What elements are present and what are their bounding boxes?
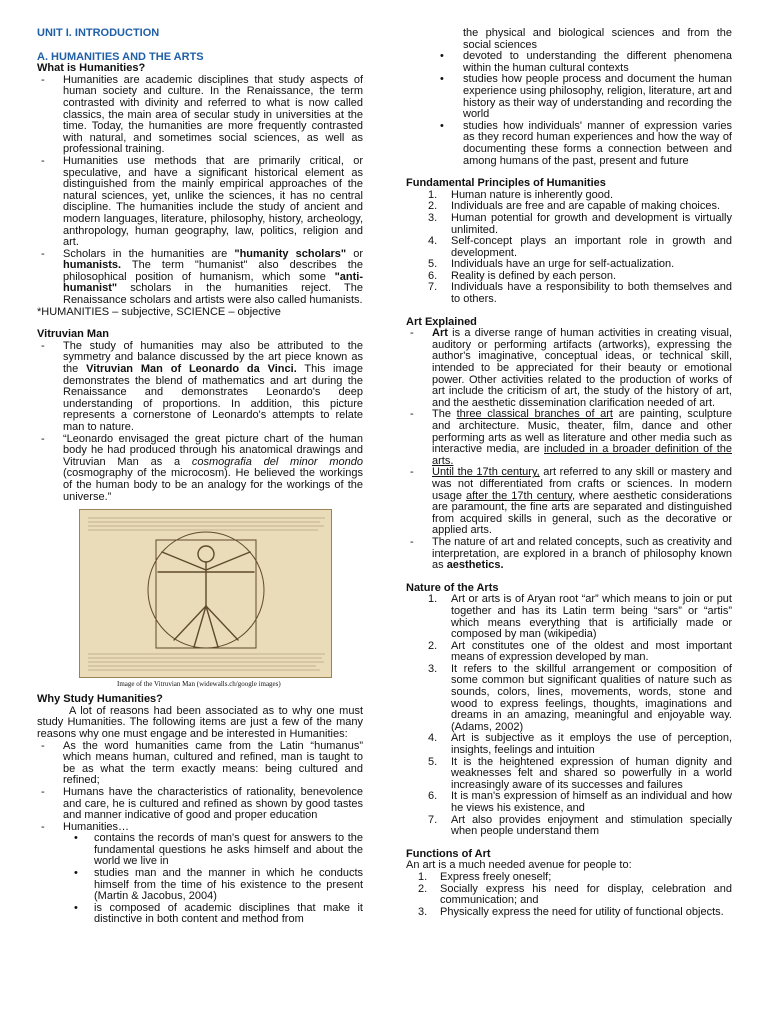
item-number: 2.: [428, 200, 438, 213]
list-item: [406, 282, 732, 305]
humanities-note: *HUMANITIES – subjective, SCIENCE – objective: [37, 305, 281, 318]
text: (cosmography of the microcosm). He believed the workings of the human body to be an analogy for the workings of the universe.”: [63, 467, 363, 503]
item-number: 3.: [428, 662, 438, 675]
text: “Leonardo envisaged the great picture chart of the human body he had produced through his anatomical drawings and Vitruvian Man as a: [63, 432, 363, 468]
text: Express freely oneself;: [440, 870, 552, 883]
list-item: • is composed of academic disciplines that make it distinctive in both content and method from: [37, 903, 363, 926]
right-column: [406, 28, 732, 918]
item-number: 2.: [428, 639, 438, 652]
list-item: [406, 815, 732, 838]
list-item: [37, 249, 363, 307]
bold-term: aesthetics.: [446, 559, 504, 572]
list-item: [406, 907, 732, 919]
list-item: [406, 641, 732, 664]
list-item: [406, 791, 732, 814]
underlined-term: included in a broader definition of the arts.: [432, 443, 733, 467]
bold-term: humanists.: [63, 259, 122, 272]
item-number: 5.: [428, 258, 438, 271]
underlined-term: three classical branches of art: [456, 408, 613, 421]
continued-text: the physical and biological sciences and from the social sciences: [463, 27, 732, 51]
bold-term: "humanity scholars": [234, 247, 347, 260]
item-number: 1.: [428, 593, 438, 606]
text: It is the heightened expression of human dignity and weaknesses felt and shared so powerfully in a world increasingly aware of its successes and failures: [451, 755, 732, 791]
art-explained-heading: Art Explained: [406, 315, 477, 328]
item-number: 7.: [428, 813, 438, 826]
text: is a diverse range of human activities in creating visual, auditory or performing artifacts (artworks), expressing the author's imaginative, conceptual ideas, or technical skill, intended to be appreciated for their beauty or emotional power. Other activities related to the production of works of art include the criticism of art, the study of the history of art, and the aesthetic dissemination clarification needed of art.: [432, 327, 732, 409]
list-item: [406, 884, 732, 907]
text: Human nature is inherently good.: [451, 188, 614, 201]
text: or: [346, 247, 363, 260]
list-item: • studies man and the manner in which he conducts himself from the time of his existence to the present (Martin & Jacobus, 2004): [37, 868, 363, 903]
list-item: • devoted to understanding the different phenomena within the human cultural contexts: [406, 51, 732, 74]
text: scholars in the humanities reject. The Renaissance scholars and artists were also called humanists.: [63, 282, 363, 307]
list-item: [406, 594, 732, 640]
list-item: • studies how people process and document the human experience using philosophy, religion, literature, art and history as their way of understanding and recording the world: [406, 74, 732, 120]
list-item: - As the word humanities came from the Latin “humanus” which means human, cultured and refined, man is taught to be as what the term exactly means: being cultured and refined;: [37, 741, 363, 787]
left-column: [37, 28, 363, 926]
item-number: 2.: [418, 882, 428, 895]
list-item: [37, 434, 363, 504]
list-item: - Humanities are academic disciplines that study aspects of human society and culture. In the Renaissance, the term contrasted with divinity and referred to what is now called classics, the main area of secular study in universities at the time. Today, the humanities are more frequently contrasted with natural, and sometimes social sciences, as well as professional training.: [37, 75, 363, 156]
text: Individuals have an urge for self-actualization.: [451, 258, 675, 271]
why-heading: Why Study Humanities?: [37, 693, 163, 706]
item-number: 4.: [428, 235, 438, 248]
vitruvian-heading: Vitruvian Man: [37, 328, 109, 341]
text: Individuals are free and are capable of making choices.: [451, 200, 721, 213]
item-number: 3.: [428, 211, 438, 224]
list-item: [406, 757, 732, 792]
text: Art is subjective as it employs the use of perception, insights, feelings and intuition: [451, 732, 732, 757]
principles-heading: Fundamental Principles of Humanities: [406, 177, 606, 190]
item-number: 1.: [428, 188, 438, 201]
image-caption: Image of the Vitruvian Man (widewalls.ch/google images): [117, 680, 281, 689]
underlined-term: Until the 17th century,: [432, 466, 540, 479]
what-is-heading: What is Humanities?: [37, 62, 146, 75]
vitruvian-man-image: [79, 509, 332, 678]
list-item: [406, 328, 732, 409]
text: Reality is defined by each person.: [451, 269, 617, 282]
nature-heading: Nature of the Arts: [406, 581, 499, 594]
underlined-term: after the 17th century,: [465, 489, 576, 502]
item-number: 1.: [418, 870, 428, 883]
list-item: [406, 733, 732, 756]
text: Scholars in the humanities are: [63, 247, 235, 260]
item-number: 6.: [428, 790, 438, 803]
text: The study of humanities may also be attributed to the symmetry and balance discussed by the art piece known as the: [63, 339, 363, 376]
section-a-title: A. HUMANITIES AND THE ARTS: [37, 50, 204, 63]
text: The term "humanist" also describes the philosophical position of humanism, which some: [63, 259, 363, 283]
list-item: [406, 537, 732, 572]
text: Individuals have a responsibility to both themselves and to others.: [451, 281, 732, 306]
text: where aesthetic considerations are paramount, the fine arts are separated and distinguished from acquired skills in general, such as the decorative or applied arts.: [432, 489, 732, 537]
list-item: • studies how individuals' manner of expression varies as they record human experiences and how the way of documenting these forms a connection between and among humans of the past, present and future: [406, 121, 732, 167]
text: Self-concept plays an important role in growth and development.: [451, 235, 732, 259]
text: Art or arts is of Aryan root “ar” which means to join or put together and has its Latin term being “sars” or “artis” which means everything that is artificially made or composed by man (wikipedia): [451, 593, 732, 641]
text: Socially express his need for display, celebration and communication; and: [440, 882, 732, 907]
text: Physically express the need for utility of functional objects.: [440, 905, 724, 918]
list-item: • contains the records of man's quest for answers to the fundamental questions he asks himself and about the world we live in: [37, 833, 363, 868]
text: It refers to the skillful arrangement or composition of some common but significant qualities of nature such as sounds, colors, lines, movements, words, stone and wood to express feelings, thoughts, imaginations and dreams in an amazing, meaningful and enjoyable way. (Adams, 2002): [451, 662, 732, 733]
item-number: 5.: [428, 755, 438, 768]
italic-term: cosmografia del minor mondo: [191, 455, 363, 468]
item-number: 6.: [428, 269, 438, 282]
list-item: [406, 236, 732, 259]
why-intro: A lot of reasons had been associated as to why one must study Humanities. The following items are just a few of the many reasons why one must engage and be interested in Humanities:: [37, 704, 363, 740]
text: The nature of art and related concepts, such as creativity and interpretation, are explored in a branch of philosophy known as: [432, 535, 732, 572]
unit-title: UNIT I. INTRODUCTION: [37, 27, 160, 39]
text: This image demonstrates the blend of mathematics and art during the Renaissance and demonstrates Leonardo's deep understanding of proportions. In addition, this picture represents a cornerstone of Leonardo's attempts to relate man to nature.: [63, 363, 364, 433]
text: art referred to any skill or mastery and was not differentiated from crafts or sciences. In modern usage: [432, 466, 733, 502]
text: The: [432, 408, 457, 421]
text: It is man's expression of himself as an individual and how he views his existence, and: [451, 790, 732, 814]
list-item: - Humanities use methods that are primarily critical, or speculative, and have a significant historical element as distinguished from the mainly empirical approaches of the natural sciences, yet, unlike the sciences, it has no central discipline. The humanities include the study of ancient and modern languages, literature, philosophy, history, archeology, anthropology, human geography, law, politics, religion and art.: [37, 156, 363, 249]
list-item: - Humans have the characteristics of rationality, benevolence and care, he is cultured and refined as shown by good tastes and manner indicative of good and proper education: [37, 787, 363, 822]
functions-intro: An art is a much needed avenue for people to:: [406, 859, 632, 872]
text: are painting, sculpture and architecture. Music, theater, film, dance and other performing arts as well as literature and other media such as interactive media, are: [432, 408, 732, 456]
list-item: - Humanities…: [37, 822, 363, 834]
text: Art constitutes one of the oldest and most important means of expression developed by man.: [451, 639, 732, 664]
item-number: 3.: [418, 905, 428, 918]
list-item: [37, 341, 363, 434]
list-item: [406, 467, 732, 537]
functions-heading: Functions of Art: [406, 847, 491, 860]
bold-term: "anti-humanist": [63, 270, 363, 295]
text: Human potential for growth and development is virtually unlimited.: [451, 211, 732, 236]
list-item: [406, 664, 732, 734]
list-item: [406, 409, 732, 467]
text: Art also provides enjoyment and stimulation specially when people understand them: [451, 813, 732, 838]
bold-term: Vitruvian Man of Leonardo da Vinci.: [86, 363, 297, 376]
item-number: 7.: [428, 281, 438, 294]
bold-term: Art: [432, 327, 448, 340]
list-item: [406, 213, 732, 236]
item-number: 4.: [428, 732, 438, 745]
